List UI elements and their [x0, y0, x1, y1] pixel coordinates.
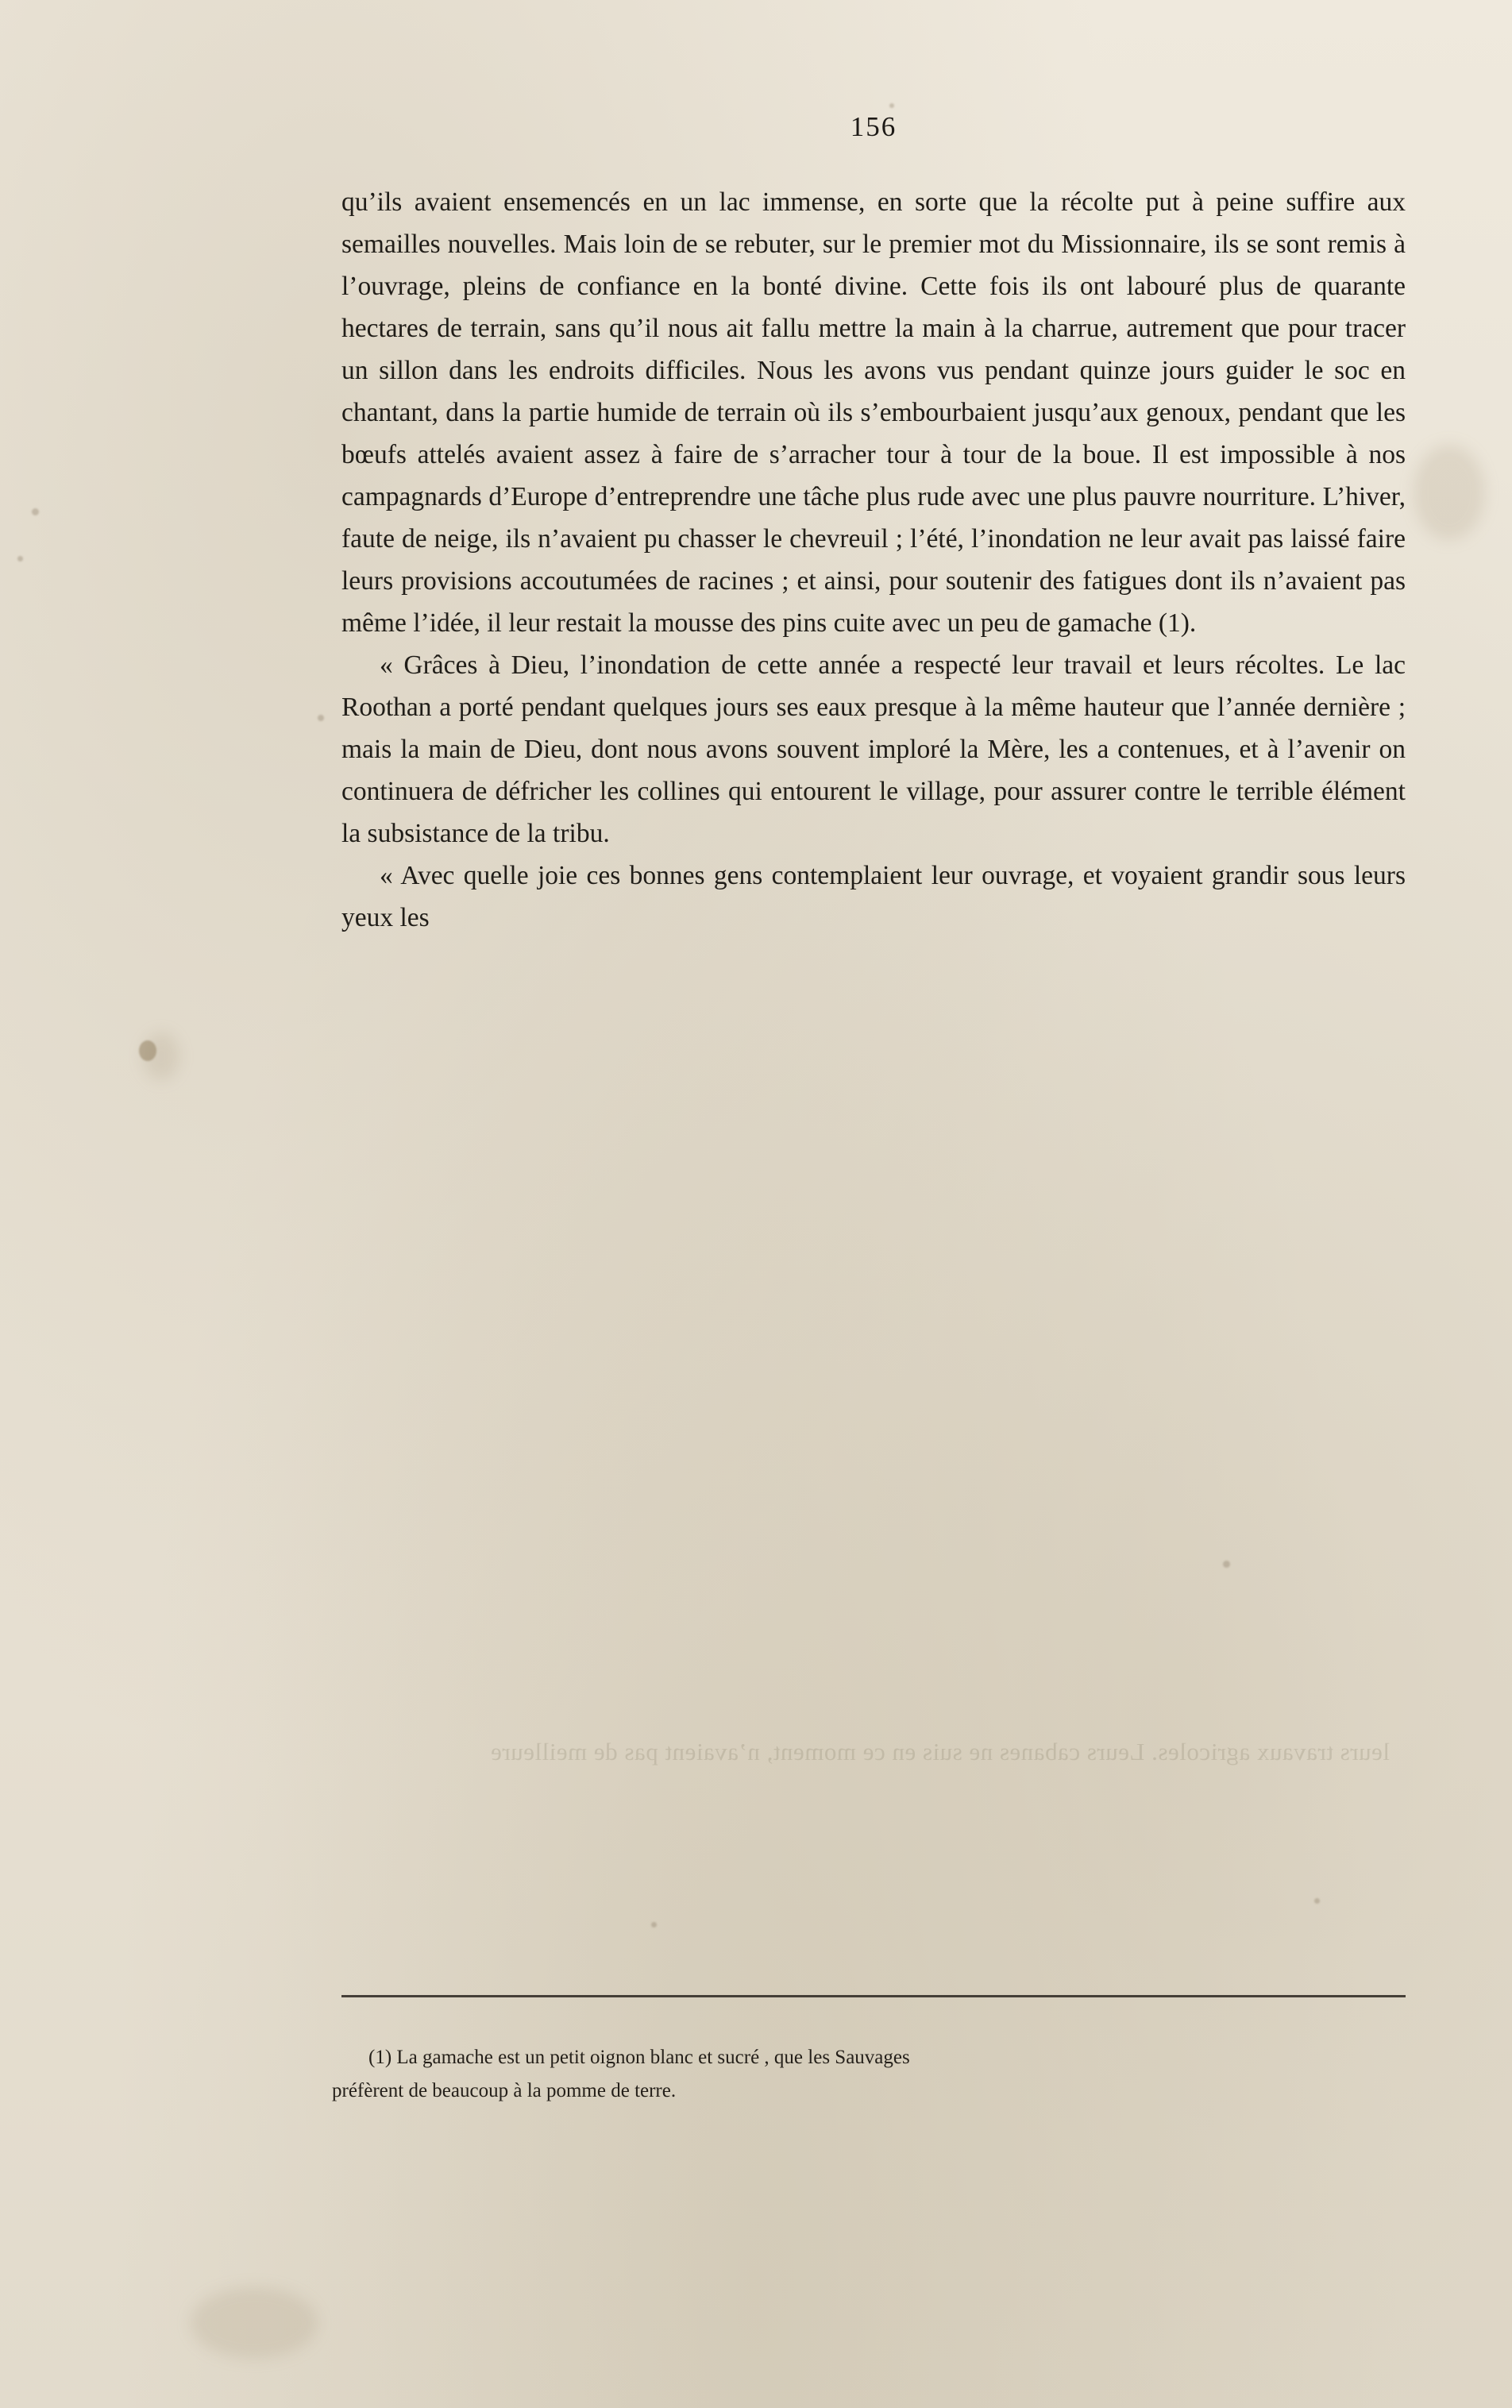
paper-speckle: [1223, 1561, 1230, 1568]
verso-showthrough: leurs travaux agricoles. Leurs cabanes ne suis en ce moment, n’avaient pas de meilleure: [490, 1738, 1390, 1765]
page-number: 156: [850, 111, 897, 142]
paper-stain: [1414, 445, 1485, 540]
paper-speckle: [17, 556, 23, 561]
paper-speckle: [651, 1922, 657, 1928]
paper-speckle: [32, 508, 39, 515]
paper-stain: [143, 1032, 179, 1080]
footnote-line: préfèrent de beaucoup à la pomme de terre.: [332, 2080, 677, 2101]
paper-speckle: [889, 103, 894, 108]
footnote: [332, 2041, 1412, 2108]
paper-speckle: [1314, 1898, 1320, 1904]
paper-stain: [191, 2287, 318, 2359]
paper-speckle: [139, 1040, 156, 1061]
page-content: [341, 111, 1406, 939]
paper-speckle: [318, 715, 324, 721]
body-text: [341, 181, 1406, 939]
paragraph: « Grâces à Dieu, l’inondation de cette année a respecté leur travail et leurs récoltes. Le lac Roothan a porté pendant quelques jours ses eaux presque à la même hauteur que l’année dernière ; mais la main de Dieu, dont nous avons souvent imploré la Mère, les a contenues, et à l’avenir on continuera de défricher les collines qui entourent le village, pour assurer contre le terrible élément la subsistance de la tribu.: [341, 650, 1406, 848]
paragraph: « Avec quelle joie ces bonnes gens contemplaient leur ouvrage, et voyaient grandir sous leurs yeux les: [341, 861, 1406, 932]
paragraph: qu’ils avaient ensemencés en un lac immense, en sorte que la récolte put à peine suffire aux semailles nouvelles. Mais loin de se rebuter, sur le premier mot du Missionnaire, ils se sont remis à l’ouvrage, pleins de confiance en la bonté divine. Cette fois ils ont labouré plus de quarante hectares de terrain, sans qu’il nous ait fallu mettre la main à la charrue, autrement que pour tracer un sillon dans les endroits difficiles. Nous les avons vus pendant quinze jours guider le soc en chantant, dans la partie humide de terrain où ils s’embourbaient jusqu’aux genoux, pendant que les bœufs attelés avaient assez à faire de s’arracher tour à tour de la boue. Il est impossible à nos campagnards d’Europe d’entreprendre une tâche plus rude avec une plus pauvre nourriture. L’hiver, faute de neige, ils n’avaient pu chasser le chevreuil ; l’été, l’inondation ne leur avait pas laissé faire leurs provisions accoutumées de racines ; et ainsi, pour soutenir des fatigues dont ils n’avaient pas même l’idée, il leur restait la mousse des pins cuite avec un peu de gamache (1).: [341, 187, 1406, 638]
footnote-divider: [341, 1995, 1406, 1997]
footnote-line: (1) La gamache est un petit oignon blanc et sucré , que les Sauvages: [368, 2047, 910, 2068]
